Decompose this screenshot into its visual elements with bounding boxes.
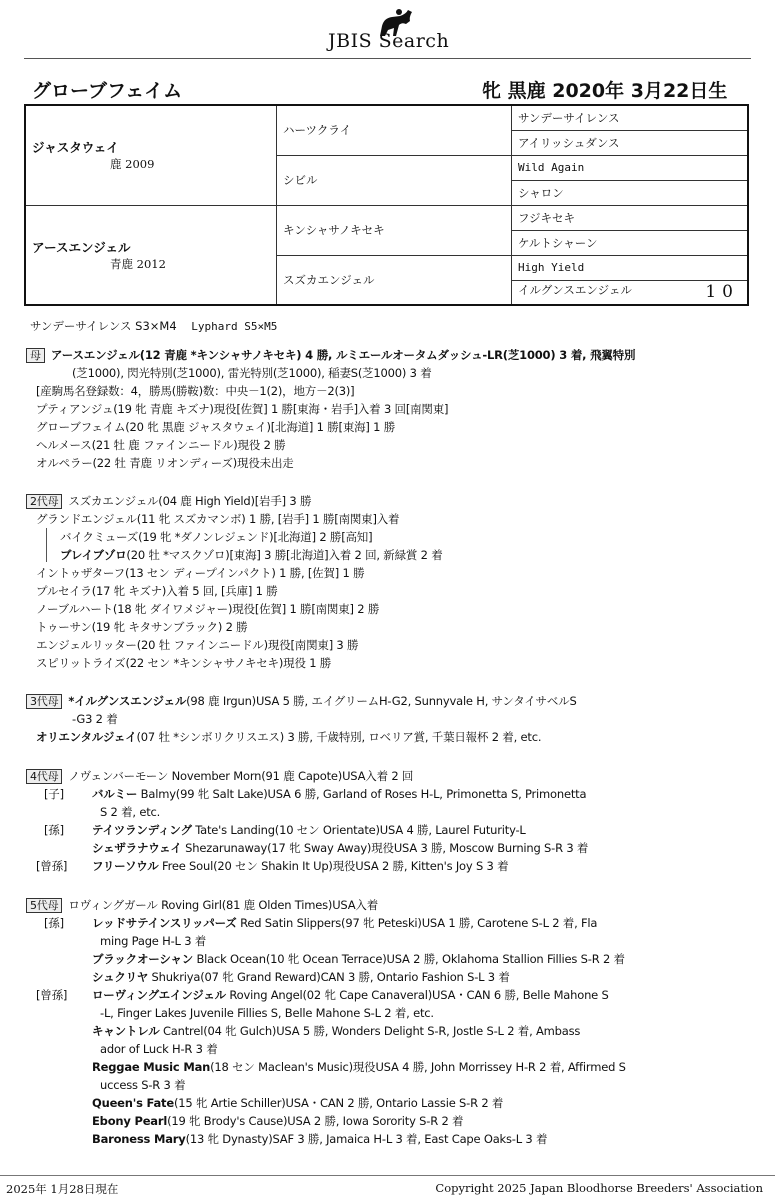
section-tag-2nd-dam: 2代母 [26,494,62,509]
horse-name: グローブフェイム [32,80,183,102]
sec4-line-1: バルミー Balmy(99 牝 Salt Lake)USA 6 勝, Garland of Roses H-L, Primonetta S, Primonetta [92,787,587,801]
sec4-rel-greatgrandchild: [曾孫] [36,859,68,873]
sec5-line-2: ming Page H-L 3 着 [100,934,207,948]
sec1-line-1: (芝1000), 閃光特別(芝1000), 雷光特別(芝1000), 稲妻S(芝1000) 3 着 [72,366,432,380]
sec4-line-3: テイツランディング Tate's Landing(10 セン Orientate)USA 4 勝, Laurel Futurity-L [92,823,526,837]
dam-sub: 青鹿 2012 [110,256,166,271]
sec5-rel-greatgrandchild: [曾孫] [36,988,68,1002]
footer-divider [0,1175,775,1176]
sec4-line-5: フリーソウル Free Soul(20 セン Shakin It Up)現役USA 2 勝, Kitten's Joy S 3 着 [92,859,509,873]
inbreeding-line [30,318,277,334]
dam-sire: キンシャサノキセキ [277,205,512,255]
sec5-line-8: ador of Luck H-R 3 着 [100,1042,218,1056]
family-number: 10 [705,282,739,303]
sec5-line-5: ローヴィングエインジェル Roving Angel(02 牝 Cape Canaveral)USA・CAN 6 勝, Belle Mahone S [92,988,609,1002]
sec5-line-3: ブラックオーシャン Black Ocean(10 牝 Ocean Terrace)USA 2 勝, Oklahoma Stallion Fillies S-R 2 着 [92,952,625,966]
g3-4: シャロン [512,180,749,205]
footer-date: 2025年 1月28日現在 [6,1182,119,1196]
inbreeding-2: Lyphard S5×M5 [191,320,278,333]
sire-cell [25,105,277,205]
footer-copyright: Copyright 2025 Japan Bloodhorse Breeders' Association [435,1181,763,1195]
sec4-rel-grandchild: [孫] [44,823,64,837]
sec2-line-6: プルセイラ(17 牝 キズナ)入着 5 回, [兵庫] 1 勝 [36,584,278,598]
sec1-line-2: [産駒馬名登録数：4，勝馬(勝鞍)数：中央－1(2)，地方－2(3)] [36,384,355,398]
sec1-line-6: オルペラー(22 牡 青鹿 リオンディーズ)現役未出走 [36,456,294,470]
sec1-line-5: ヘルメース(21 牡 鹿 ファインニードル)現役 2 勝 [36,438,286,452]
sire-name: ジャスタウェイ [32,140,119,156]
dam-dam: スズカエンジェル [277,255,512,305]
sec1-line-3: プティアンジュ(19 牝 青鹿 キズナ)現役[佐賀] 1 勝[東海・岩手]入着 3 回[南関東] [36,402,449,416]
sec3-line-0: 3代母 *イルグンスエンジェル(98 鹿 Irgun)USA 5 勝, エイグリームH-G2, Sunnyvale H, サンタイサベルS [26,693,577,709]
sec2-line-9: エンジェルリッター(20 牡 ファインニードル)現役[南関東] 3 勝 [36,638,359,652]
g3-6: ケルトシャーン [512,230,749,255]
sec5-line-11: Queen's Fate(15 牝 Artie Schiller)USA・CAN 2 勝, Ontario Lassie S-R 2 着 [92,1096,504,1110]
section-tag-3rd-dam: 3代母 [26,694,62,709]
sec5-line-7: キャントレル Cantrel(04 牝 Gulch)USA 5 勝, Wonders Delight S-R, Jostle S-L 2 着, Ambass [92,1024,581,1038]
sire-sire: ハーツクライ [277,105,512,155]
sec2-line-7: ノーブルハート(18 牝 ダイワメジャー)現役[佐賀] 1 勝[南関東] 2 勝 [36,602,380,616]
dam-name: アースエンジェル [32,239,131,255]
sec5-line-9: Reggae Music Man(18 セン Maclean's Music)現役USA 4 勝, John Morrissey H-R 2 着, Affirmed S [92,1060,626,1074]
section-tag-dam: 母 [26,348,45,363]
sec4-line-4: シェザラナウェイ Shezarunaway(17 牝 Sway Away)現役USA 3 勝, Moscow Burning S-R 3 着 [92,841,589,855]
sec4-line-0: 4代母 ノヴェンバーモーン November Morn(91 鹿 Capote)USA入着 2 回 [26,768,413,784]
sec4-rel-child: [子] [44,787,64,801]
sec3-line-2: -G3 2 着 [72,712,118,726]
sec5-line-1: レッドサテインスリッパーズ Red Satin Slippers(97 牝 Peteski)USA 1 勝, Carotene S-L 2 着, Fla [92,916,598,930]
sec2-line-0: 2代母 スズカエンジェル(04 鹿 High Yield)[岩手] 3 勝 [26,493,311,509]
header-divider [24,58,751,59]
g3-3: Wild Again [512,155,749,180]
sec1-line-0: 母 アースエンジェル(12 青鹿 *キンシャサノキセキ) 4 勝, ルミエールオータムダッシュ-LR(芝1000) 3 着, 飛翼特別 [26,347,635,363]
g3-1: サンデーサイレンス [512,105,749,130]
section-tag-5th-dam: 5代母 [26,898,62,913]
sec4-line-2: S 2 着, etc. [100,805,161,819]
logo-text: JBIS Search [328,30,450,52]
horse-profile: 牝 黒鹿 2020年 3月22日生 [482,80,728,102]
inbreeding-1: サンデーサイレンス S3×M4 [30,319,177,333]
jbis-search-logo[interactable] [328,8,458,52]
sec5-line-10: uccess S-R 3 着 [100,1078,186,1092]
sec2-line-2: バイクミューズ(19 牝 *ダノンレジェンド)[北海道] 2 勝[高知] [60,530,373,544]
sec5-rel-grandchild: [孫] [44,916,64,930]
pedigree-table [24,104,749,306]
section-tag-4th-dam: 4代母 [26,769,62,784]
sec3-line-3: オリエンタルジェイ(07 牡 *シンボリクリスエス) 3 勝, 千歳特別, ロベリア賞, 千葉日報杯 2 着, etc. [36,730,542,744]
g3-2: アイリッシュダンス [512,130,749,155]
sec2-line-5: イントゥザターフ(13 セン ディープインパクト) 1 勝, [佐賀] 1 勝 [36,566,365,580]
sec5-line-12: Ebony Pearl(19 牝 Brody's Cause)USA 2 勝, Iowa Sorority S-R 2 着 [92,1114,464,1128]
g3-8-cell [512,280,749,305]
sec5-line-0: 5代母 ロヴィングガール Roving Girl(81 鹿 Olden Times)USA入着 [26,897,378,913]
g3-8: イルグンスエンジェル [518,283,632,298]
g3-5: フジキセキ [512,205,749,230]
sub-descendant-bar [46,528,47,562]
sec5-line-6: -L, Finger Lakes Juvenile Fillies S, Belle Mahone S-L 2 着, etc. [100,1006,434,1020]
g3-7: High Yield [512,255,749,280]
sec5-line-13: Baroness Mary(13 牝 Dynasty)SAF 3 勝, Jamaica H-L 3 着, East Cape Oaks-L 3 着 [92,1132,548,1146]
sire-dam: シビル [277,155,512,205]
sire-sub: 鹿 2009 [110,157,155,172]
dam-cell [25,205,277,305]
sec1-line-4: グローブフェイム(20 牝 黒鹿 ジャスタウェイ)[北海道] 1 勝[東海] 1 勝 [36,420,396,434]
sec2-line-3: ブレイブゾロ(20 牡 *マスクゾロ)[東海] 3 勝[北海道]入着 2 回, 新緑賞 2 着 [60,548,443,562]
sec2-line-1: グランドエンジェル(11 牝 スズカマンボ) 1 勝, [岩手] 1 勝[南関東]入着 [36,512,400,526]
sec2-line-10: スピリットライズ(22 セン *キンシャサノキセキ)現役 1 勝 [36,656,332,670]
sec2-line-8: トゥーサン(19 牝 キタサンブラック) 2 勝 [36,620,248,634]
sec5-line-4: シュクリヤ Shukriya(07 牝 Grand Reward)CAN 3 勝, Ontario Fashion S-L 3 着 [92,970,510,984]
